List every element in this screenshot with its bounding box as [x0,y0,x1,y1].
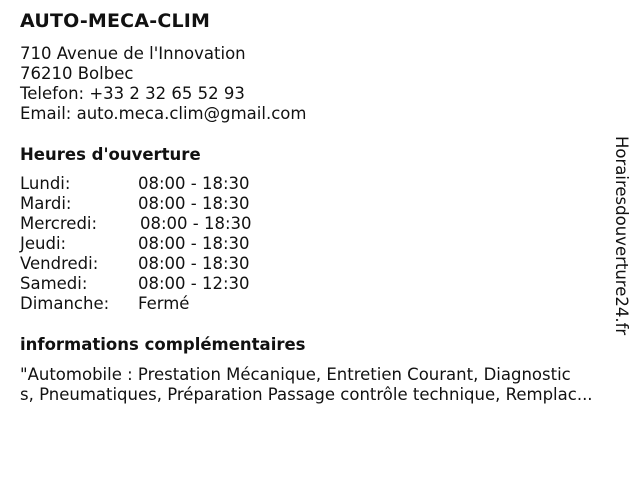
street-address: 710 Avenue de l'Innovation [20,44,246,63]
hours-row-thursday [20,234,320,254]
info-heading: informations complémentaires [20,335,306,354]
hours-row-saturday [20,274,320,294]
hours-table [20,174,320,314]
hours-row-friday [20,254,320,274]
day-label: Dimanche: [20,294,110,313]
hours-row-sunday [20,294,320,314]
time-value: 08:00 - 12:30 [138,274,250,293]
description-line: "Automobile : Prestation Mécanique, Entretien Courant, Diagnostic [20,365,571,384]
time-value: 08:00 - 18:30 [138,254,250,273]
day-label: Mercredi: [20,214,98,233]
day-label: Vendredi: [20,254,99,273]
hours-row-tuesday [20,194,320,214]
time-value: 08:00 - 18:30 [138,194,250,213]
time-value: 08:00 - 18:30 [138,174,250,193]
hours-row-wednesday [20,214,320,234]
email-address: Email: auto.meca.clim@gmail.com [20,104,307,123]
description-line: s, Pneumatiques, Préparation Passage contrôle technique, Remplac... [20,385,593,404]
day-label: Mardi: [20,194,72,213]
time-value: Fermé [138,294,190,313]
day-label: Lundi: [20,174,71,193]
phone-number: Telefon: +33 2 32 65 52 93 [20,84,245,103]
day-label: Jeudi: [20,234,67,253]
site-watermark: Horairesdouverture24.fr [612,136,631,336]
time-value: 08:00 - 18:30 [138,234,250,253]
day-label: Samedi: [20,274,88,293]
hours-heading: Heures d'ouverture [20,145,201,164]
hours-row-monday [20,174,320,194]
city-postal: 76210 Bolbec [20,64,134,83]
info-description [20,365,610,405]
address-block [20,44,306,124]
time-value: 08:00 - 18:30 [140,214,252,233]
business-name: AUTO-MECA-CLIM [20,10,211,32]
